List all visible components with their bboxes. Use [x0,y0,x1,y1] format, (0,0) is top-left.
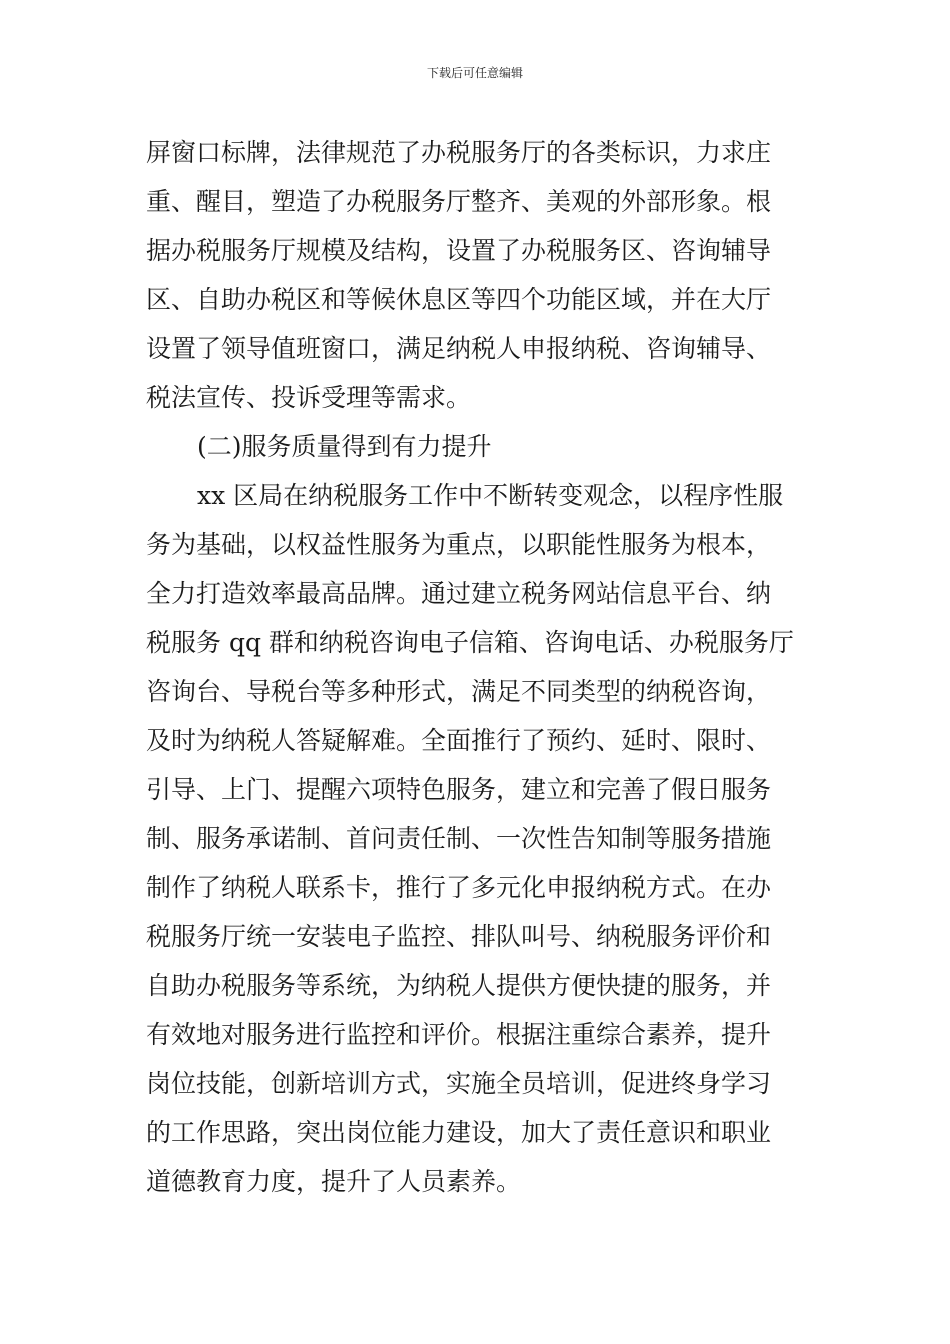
text-line: 设置了领导值班窗口，满足纳税人申报纳税、咨询辅导、 [146,334,772,363]
text-line: 道德教育力度，提升了人员素养。 [146,1167,522,1196]
section-heading: (二)服务质量得到有力提升 [197,432,492,461]
text-line: 税法宣传、投诉受理等需求。 [146,383,472,412]
text-line: 制、服务承诺制、首问责任制、一次性告知制等服务措施 [146,824,772,853]
text-line: 税服务 qq 群和纳税咨询电子信箱、咨询电话、办税服务厅 [146,628,794,657]
text-line: 引导、上门、提醒六项特色服务，建立和完善了假日服务 [146,775,772,804]
text-line: 屏窗口标牌，法律规范了办税服务厅的各类标识，力求庄 [146,138,772,167]
text-line: 自助办税服务等系统，为纳税人提供方便快捷的服务，并 [146,971,772,1000]
text-line: 税服务厅统一安装电子监控、排队叫号、纳税服务评价和 [146,922,772,951]
text-line: xx 区局在纳税服务工作中不断转变观念，以程序性服 [197,481,784,510]
text-line: 有效地对服务进行监控和评价。根据注重综合素养，提升 [146,1020,772,1049]
text-line: 及时为纳税人答疑解难。全面推行了预约、延时、限时、 [146,726,772,755]
text-line: 咨询台、导税台等多种形式，满足不同类型的纳税咨询， [146,677,772,706]
text-line: 区、自助办税区和等候休息区等四个功能区域，并在大厅 [146,285,772,314]
text-line: 制作了纳税人联系卡，推行了多元化申报纳税方式。在办 [146,873,772,902]
text-line: 务为基础，以权益性服务为重点，以职能性服务为根本， [146,530,772,559]
text-line: 全力打造效率最高品牌。通过建立税务网站信息平台、纳 [146,579,772,608]
text-line: 岗位技能，创新培训方式，实施全员培训，促进终身学习 [146,1069,772,1098]
text-line: 重、醒目，塑造了办税服务厅整齐、美观的外部形象。根 [146,187,772,216]
text-line: 的工作思路，突出岗位能力建设，加大了责任意识和职业 [146,1118,772,1147]
text-line: 据办税服务厅规模及结构，设置了办税服务区、咨询辅导 [146,236,772,265]
download-note-header: 下载后可任意编辑 [426,66,523,80]
